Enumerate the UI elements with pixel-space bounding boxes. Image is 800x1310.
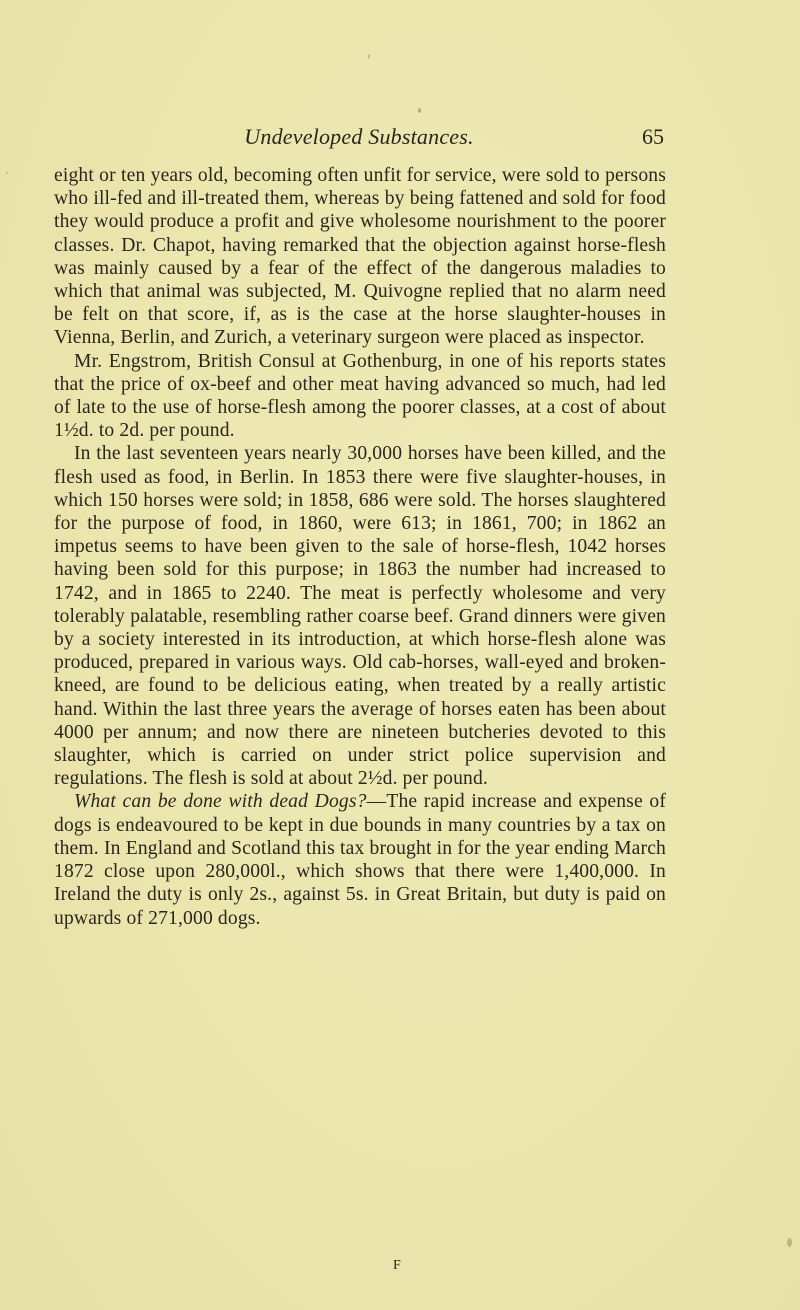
paragraph-dead-dogs-text: —The rapid increase and expense of dogs is endeavoured to be kept in due bounds in many countries by a tax on them. In England and Scotland this tax brought in for the year ending March 1872 close upon 280,000l., which shows that there were 1,400,000. In Ireland the duty is only 2s., against 5s. in Great Britain, but duty is paid on upwards of 271,000 dogs. [54,791,666,929]
paragraph-engstrom-report: Mr. Engstrom, British Consul at Gothenburg, in one of his reports states that the price of ox-beef and other meat having advanced so much, had led of late to the use of horse-flesh among the poorer classes, at a cost of about 1½d. to 2d. per pound. [54,350,666,442]
paper-speck [6,172,8,174]
body-text [54,164,666,930]
page-number: 65 [642,124,664,149]
paper-speck [787,1238,792,1247]
running-title: Undeveloped Substances. [244,124,474,149]
paper-speck [418,108,421,113]
paragraph-dead-dogs [54,790,666,929]
signature-mark: F [393,1258,402,1273]
paragraph-heading-dead-dogs: What can be done with dead Dogs? [74,791,367,813]
paper-speck [368,54,370,59]
paragraph-berlin-horses: In the last seventeen years nearly 30,000 horses have been killed, and the flesh used as food, in Berlin. In 1853 there were five slaughter-houses, in which 150 horses were sold; in 1858, 686 were sold. The horses slaughtered for the purpose of food, in 1860, were 613; in 1861, 700; in 1862 an impetus seems to have been given to the sale of horse-flesh, 1042 horses having been sold for this purpose; in 1863 the number had increased to 1742, and in 1865 to 2240. The meat is perfectly wholesome and very tolerably palatable, resembling rather coarse beef. Grand dinners were given by a society interested in its introduction, at which horse-flesh alone was produced, prepared in various ways. Old cab-horses, wall-eyed and broken-kneed, are found to be delicious eating, when treated by a really artistic hand. Within the last three years the average of horses eaten has been about 4000 per annum; and now there are nineteen butcheries devoted to this slaughter, which is carried on under strict police supervision and regulations. The flesh is sold at about 2½d. per pound. [54,443,666,790]
paragraph-continued: eight or ten years old, becoming often unfit for service, were sold to persons who ill-fed and ill-treated them, whereas by being fattened and sold for food they would produce a profit and give wholesome nourishment to the poorer classes. Dr. Chapot, having remarked that the objection against horse-flesh was mainly caused by a fear of the effect of the dangerous maladies to which that animal was subjected, M. Quivogne replied that no alarm need be felt on that score, if, as is the case at the horse slaughter-houses in Vienna, Berlin, and Zurich, a veterinary surgeon were placed as inspector. [54,165,666,349]
page-header [54,124,664,154]
